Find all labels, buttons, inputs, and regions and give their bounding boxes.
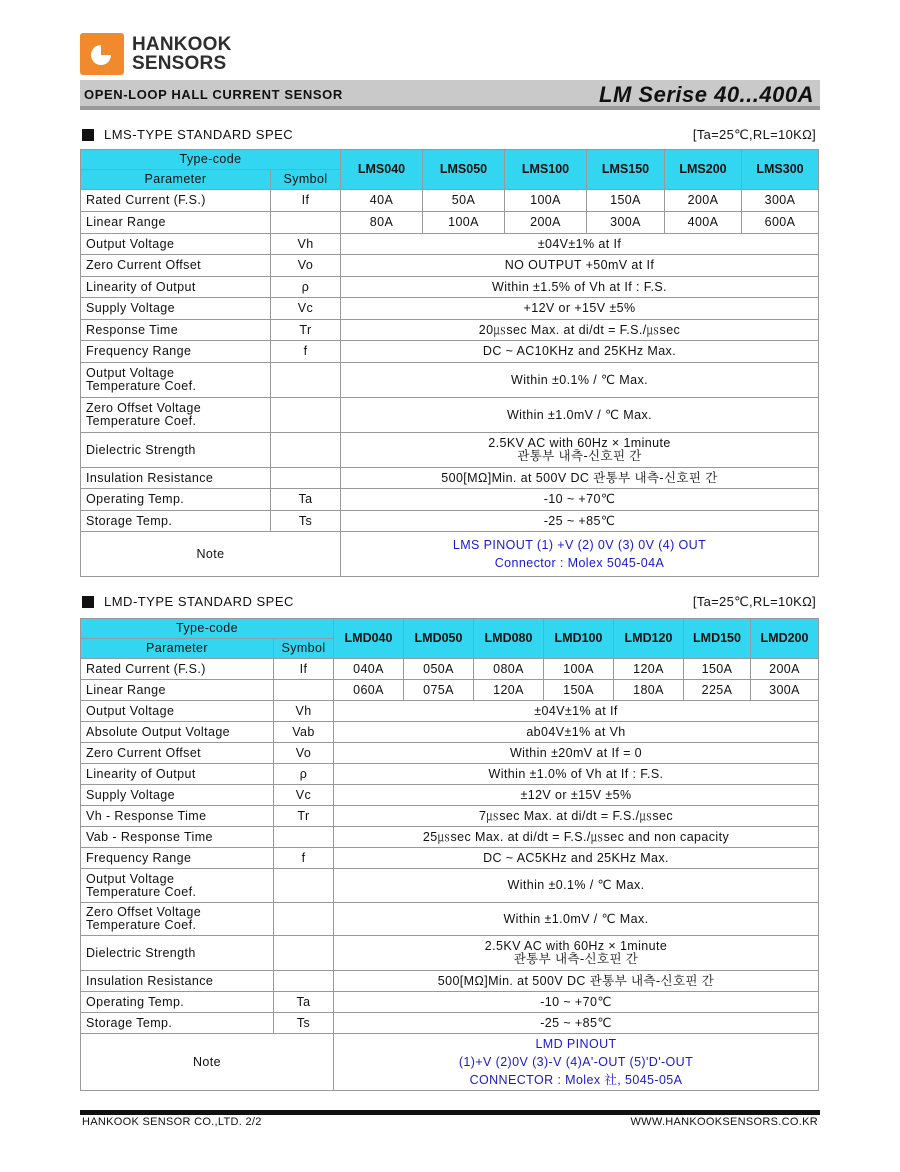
value-cell: 100A [505, 190, 587, 212]
param-line: Temperature Coef. [86, 884, 197, 899]
param-line: Zero Offset Voltage [86, 905, 202, 919]
table-row [81, 785, 819, 806]
symbol-cell: Vc [271, 298, 341, 320]
param-cell: Storage Temp. [81, 511, 271, 532]
table-row [81, 680, 819, 701]
symbol-cell: Ta [271, 489, 341, 511]
brand-line-1: HANKOOK [132, 34, 232, 55]
symbol-cell: Vh [274, 701, 334, 722]
value-cell: 200A [505, 212, 587, 234]
table-row [81, 806, 819, 827]
value-cell: Within ±1.0mV / ℃ Max. [334, 903, 819, 936]
value-cell: 080A [474, 659, 544, 680]
table-row [81, 722, 819, 743]
symbol-cell [274, 827, 334, 848]
value-cell: +12V or +15V ±5% [341, 298, 819, 320]
param-cell: Vh - Response Time [81, 806, 274, 827]
param-cell [81, 869, 274, 903]
table-row [81, 848, 819, 869]
param-cell: Rated Current (F.S.) [81, 190, 271, 212]
note-line: LMS PINOUT (1) +V (2) 0V (3) 0V (4) OUT [452, 538, 707, 552]
model-header: LMS100 [505, 150, 587, 190]
table-row [81, 150, 819, 170]
symbol-cell: Vh [271, 234, 341, 255]
note-label: Note [81, 1034, 334, 1091]
value-cell: 060A [334, 680, 404, 701]
note-cell [341, 532, 819, 577]
lmd-heading-label: LMD-TYPE STANDARD SPEC [104, 594, 294, 609]
value-cell: 100A [423, 212, 505, 234]
symbol-cell [274, 971, 334, 992]
symbol-header: Symbol [271, 170, 341, 190]
table-row [81, 869, 819, 903]
symbol-cell: f [274, 848, 334, 869]
value-cell: 50A [423, 190, 505, 212]
footer-divider [80, 1110, 820, 1115]
series-title: LM Serise 40...400A [599, 82, 814, 107]
param-cell [81, 903, 274, 936]
symbol-cell: Vo [274, 743, 334, 764]
value-cell: Within ±0.1% / ℃ Max. [341, 363, 819, 398]
model-header: LMS300 [742, 150, 819, 190]
model-header: LMS050 [423, 150, 505, 190]
lms-spec-table [80, 149, 819, 577]
param-line: Temperature Coef. [86, 379, 197, 393]
value-cell: NO OUTPUT +50mV at If [341, 255, 819, 277]
model-header: LMD200 [751, 619, 819, 659]
lmd-test-condition: [Ta=25℃,RL=10KΩ] [692, 594, 816, 609]
value-cell: ±04V±1% at If [334, 701, 819, 722]
table-row [81, 1013, 819, 1034]
symbol-cell: Vab [274, 722, 334, 743]
table-row [81, 1034, 819, 1091]
symbol-cell: If [271, 190, 341, 212]
value-cell: 20㎲sec Max. at di/dt = F.S./㎲sec [341, 320, 819, 341]
value-cell: Within ±1.0% of Vh at If : F.S. [334, 764, 819, 785]
table-row [81, 298, 819, 320]
param-cell: Supply Voltage [81, 785, 274, 806]
symbol-cell [271, 212, 341, 234]
table-row [81, 341, 819, 363]
value-cell: 200A [751, 659, 819, 680]
table-row [81, 255, 819, 277]
parameter-header: Parameter [81, 170, 271, 190]
symbol-cell: f [271, 341, 341, 363]
logo-mark-icon [80, 33, 128, 75]
value-cell: 500[MΩ]Min. at 500V DC 관통부 내측-신호핀 간 [341, 468, 819, 489]
table-row [81, 489, 819, 511]
value-line: 2.5KV AC with 60Hz × 1minute [484, 939, 668, 953]
value-cell: 25㎲sec Max. at di/dt = F.S./㎲sec and non capacity [334, 827, 819, 848]
model-header: LMD040 [334, 619, 404, 659]
table-row [81, 212, 819, 234]
document-subtitle: OPEN-LOOP HALL CURRENT SENSOR [84, 87, 343, 102]
table-row [81, 277, 819, 298]
param-cell: Response Time [81, 320, 271, 341]
param-cell: Zero Current Offset [81, 255, 271, 277]
value-cell: DC ~ AC10KHz and 25KHz Max. [341, 341, 819, 363]
param-line: Output Voltage [86, 366, 175, 380]
title-bar [80, 80, 820, 110]
param-line: Temperature Coef. [86, 414, 197, 428]
model-header: LMS040 [341, 150, 423, 190]
param-cell: Linear Range [81, 212, 271, 234]
value-cell: Within ±0.1% / ℃ Max. [334, 869, 819, 903]
table-row [81, 659, 819, 680]
note-label: Note [81, 532, 341, 577]
value-line: 관통부 내측-신호핀 간 [517, 449, 642, 463]
typecode-header: Type-code [81, 150, 341, 170]
lmd-spec-table [80, 618, 819, 1091]
lms-heading-label: LMS-TYPE STANDARD SPEC [104, 127, 294, 142]
table-row [81, 971, 819, 992]
table-row [81, 433, 819, 468]
lms-test-condition: [Ta=25℃,RL=10KΩ] [692, 127, 816, 142]
value-cell: 150A [544, 680, 614, 701]
value-cell: Within ±20mV at If = 0 [334, 743, 819, 764]
symbol-cell: Tr [274, 806, 334, 827]
param-cell [81, 398, 271, 433]
param-cell: Dielectric Strength [81, 433, 271, 468]
value-cell: 300A [751, 680, 819, 701]
table-row [81, 619, 819, 639]
table-row [81, 992, 819, 1013]
param-cell: Insulation Resistance [81, 971, 274, 992]
value-cell: Within ±1.5% of Vh at If : F.S. [341, 277, 819, 298]
table-row [81, 363, 819, 398]
value-cell: 120A [474, 680, 544, 701]
value-cell: 075A [404, 680, 474, 701]
value-cell: 300A [742, 190, 819, 212]
model-header: LMS150 [587, 150, 665, 190]
footer-company: HANKOOK SENSOR CO.,LTD. 2/2 [82, 1116, 262, 1128]
value-cell: ±04V±1% at If [341, 234, 819, 255]
param-cell: Frequency Range [81, 341, 271, 363]
value-cell: 80A [341, 212, 423, 234]
param-cell [81, 363, 271, 398]
value-cell [334, 936, 819, 971]
param-line: Temperature Coef. [86, 918, 197, 932]
symbol-cell [271, 433, 341, 468]
model-header: LMD080 [474, 619, 544, 659]
value-line: 2.5KV AC with 60Hz × 1minute [488, 436, 671, 450]
param-cell: Linear Range [81, 680, 274, 701]
note-line: (1)+V (2)0V (3)-V (4)A'-OUT (5)'D'-OUT [458, 1055, 694, 1069]
table-row [81, 532, 819, 577]
model-header: LMD120 [614, 619, 684, 659]
note-line: LMD PINOUT [535, 1037, 617, 1051]
model-header: LMD150 [684, 619, 751, 659]
param-cell: Supply Voltage [81, 298, 271, 320]
value-cell: 150A [684, 659, 751, 680]
symbol-cell: Ta [274, 992, 334, 1013]
square-bullet-icon [82, 129, 94, 141]
value-cell: 050A [404, 659, 474, 680]
square-bullet-icon [82, 596, 94, 608]
param-cell: Operating Temp. [81, 992, 274, 1013]
table-row [81, 511, 819, 532]
value-cell: -25 ~ +85℃ [341, 511, 819, 532]
value-cell: -10 ~ +70℃ [341, 489, 819, 511]
table-row [81, 468, 819, 489]
symbol-cell: If [274, 659, 334, 680]
symbol-cell [274, 869, 334, 903]
param-cell: Linearity of Output [81, 764, 274, 785]
table-row [81, 701, 819, 722]
value-cell: 200A [665, 190, 742, 212]
symbol-cell: ρ [271, 277, 341, 298]
symbol-cell [274, 680, 334, 701]
param-line: Zero Offset Voltage [86, 401, 202, 415]
symbol-cell: Vo [271, 255, 341, 277]
brand-name [132, 35, 232, 73]
symbol-cell [271, 363, 341, 398]
value-cell: 600A [742, 212, 819, 234]
note-cell [334, 1034, 819, 1091]
symbol-cell [274, 903, 334, 936]
parameter-header: Parameter [81, 639, 274, 659]
param-cell: Output Voltage [81, 701, 274, 722]
value-cell: 040A [334, 659, 404, 680]
param-cell: Storage Temp. [81, 1013, 274, 1034]
param-cell: Linearity of Output [81, 277, 271, 298]
model-header: LMD100 [544, 619, 614, 659]
note-line: Connector : Molex 5045-04A [494, 556, 665, 570]
value-cell: 500[MΩ]Min. at 500V DC 관통부 내측-신호핀 간 [334, 971, 819, 992]
typecode-header: Type-code [81, 619, 334, 639]
symbol-header: Symbol [274, 639, 334, 659]
table-row [81, 190, 819, 212]
value-cell: 40A [341, 190, 423, 212]
symbol-cell: Ts [271, 511, 341, 532]
symbol-cell: Vc [274, 785, 334, 806]
value-cell: DC ~ AC5KHz and 25KHz Max. [334, 848, 819, 869]
param-cell: Insulation Resistance [81, 468, 271, 489]
param-cell: Vab - Response Time [81, 827, 274, 848]
symbol-cell [274, 936, 334, 971]
brand-line-2: SENSORS [132, 53, 227, 74]
model-header: LMD050 [404, 619, 474, 659]
value-cell: ±12V or ±15V ±5% [334, 785, 819, 806]
footer-website: WWW.HANKOOKSENSORS.CO.KR [630, 1116, 818, 1128]
value-line: 관통부 내측-신호핀 간 [513, 952, 639, 966]
value-cell: -10 ~ +70℃ [334, 992, 819, 1013]
company-logo [80, 33, 232, 75]
note-line: CONNECTOR : Molex 社, 5045-05A [469, 1073, 683, 1087]
lms-section-heading [80, 126, 820, 144]
param-cell: Absolute Output Voltage [81, 722, 274, 743]
value-cell: 150A [587, 190, 665, 212]
value-cell: ab04V±1% at Vh [334, 722, 819, 743]
param-cell: Dielectric Strength [81, 936, 274, 971]
model-header: LMS200 [665, 150, 742, 190]
value-cell: 7㎲sec Max. at di/dt = F.S./㎲sec [334, 806, 819, 827]
param-cell: Frequency Range [81, 848, 274, 869]
value-cell: Within ±1.0mV / ℃ Max. [341, 398, 819, 433]
lmd-section-heading [80, 593, 820, 611]
param-cell: Rated Current (F.S.) [81, 659, 274, 680]
value-cell: 180A [614, 680, 684, 701]
symbol-cell: Ts [274, 1013, 334, 1034]
value-cell [341, 433, 819, 468]
symbol-cell: ρ [274, 764, 334, 785]
table-row [81, 743, 819, 764]
symbol-cell [271, 398, 341, 433]
table-row [81, 764, 819, 785]
value-cell: 120A [614, 659, 684, 680]
param-cell: Zero Current Offset [81, 743, 274, 764]
table-row [81, 827, 819, 848]
symbol-cell: Tr [271, 320, 341, 341]
table-row [81, 320, 819, 341]
value-cell: 100A [544, 659, 614, 680]
table-row [81, 936, 819, 971]
value-cell: 400A [665, 212, 742, 234]
value-cell: 300A [587, 212, 665, 234]
value-cell: 225A [684, 680, 751, 701]
table-row [81, 903, 819, 936]
table-row [81, 398, 819, 433]
value-cell: -25 ~ +85℃ [334, 1013, 819, 1034]
param-line: Output Voltage [86, 871, 175, 886]
param-cell: Output Voltage [81, 234, 271, 255]
table-row [81, 234, 819, 255]
param-cell: Operating Temp. [81, 489, 271, 511]
symbol-cell [271, 468, 341, 489]
